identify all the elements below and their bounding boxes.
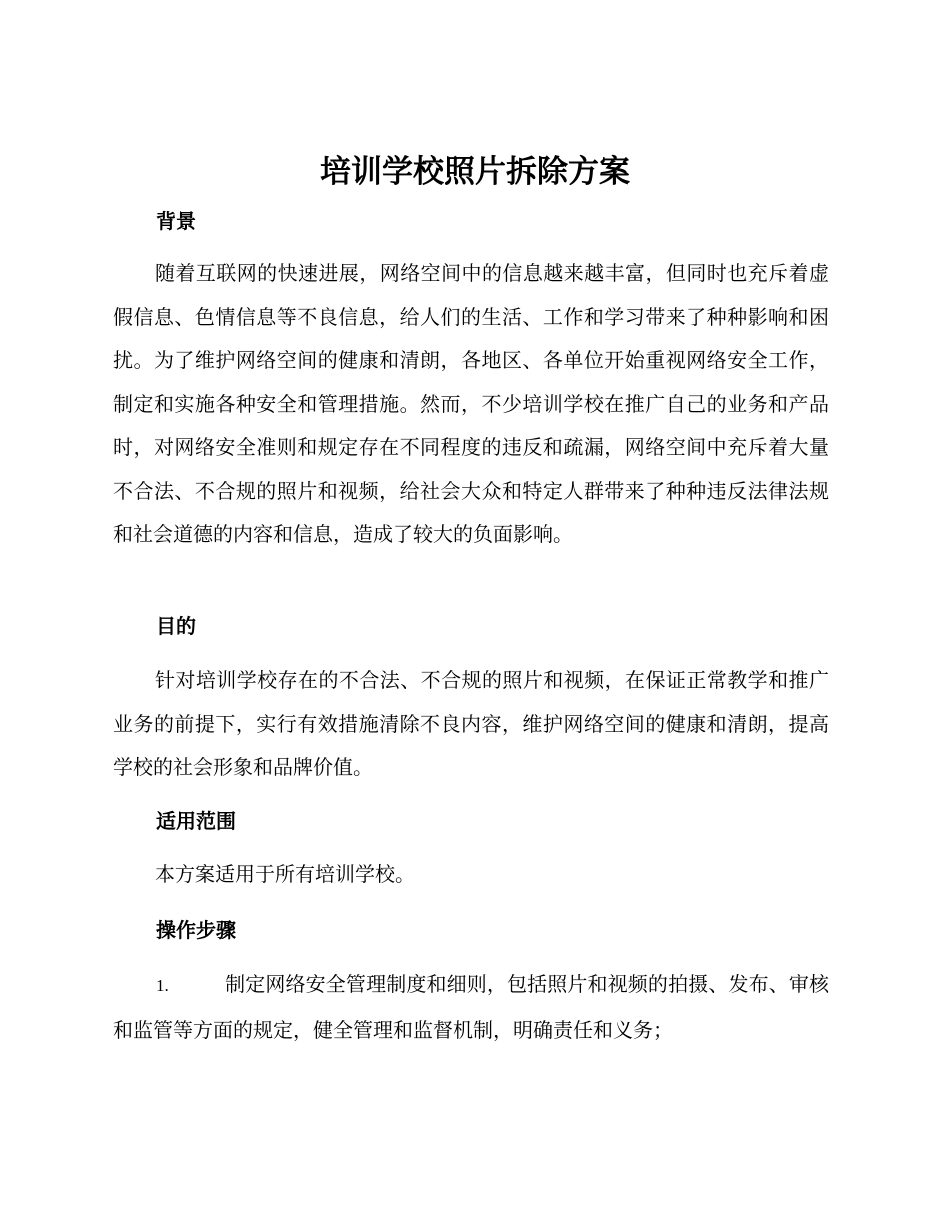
document-title: 培训学校照片拆除方案 — [320, 154, 630, 190]
section-heading-purpose: 目的 — [156, 614, 196, 638]
list-item — [113, 962, 829, 1053]
section-paragraph-scope: 本方案适用于所有培训学校。 — [155, 862, 415, 886]
section-heading-background: 背景 — [156, 209, 196, 233]
list-item-number: 1. — [156, 976, 169, 995]
section-paragraph-purpose: 针对培训学校存在的不合法、不合规的照片和视频，在保证正常教学和推广业务的前提下，实行有效措施清除不良内容，维护网络空间的健康和清朗，提高学校的社会形象和品牌价值。 — [113, 668, 829, 779]
section-heading-scope: 适用范围 — [156, 809, 236, 833]
section-heading-steps: 操作步骤 — [156, 918, 236, 942]
section-paragraph-background: 随着互联网的快速进展，网络空间中的信息越来越丰富，但同时也充斥着虚假信息、色情信息等不良信息，给人们的生活、工作和学习带来了种种影响和困扰。为了维护网络空间的健康和清朗，各地区、各单位开始重视网络安全工作，制定和实施各种安全和管理措施。然而，不少培训学校在推广自己的业务和产品时，对网络安全准则和规定存在不同程度的违反和疏漏，网络空间中充斥着大量不合法、不合规的照片和视频，给社会大众和特定人群带来了种种违反法律法规和社会道德的内容和信息，造成了较大的负面影响。 — [113, 261, 829, 546]
list-item-text: 制定网络安全管理制度和细则，包括照片和视频的拍摄、发布、审核和监管等方面的规定，健全管理和监督机制，明确责任和义务； — [113, 972, 829, 1042]
